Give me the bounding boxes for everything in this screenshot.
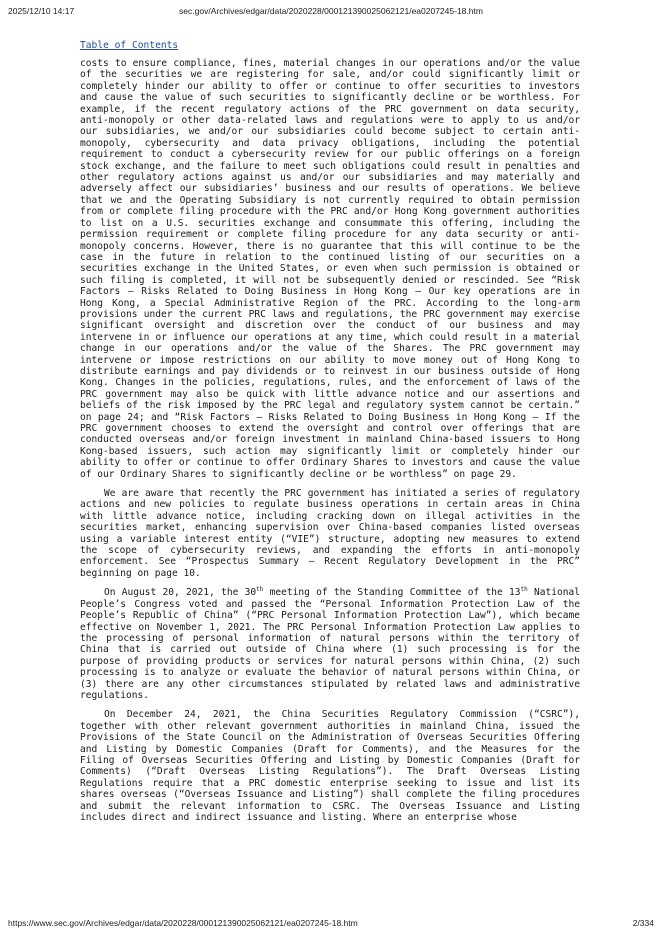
ordinal-superscript: th: [520, 586, 528, 594]
paragraph-regulatory-risk: costs to ensure compliance, fines, material changes in our operations and/or the value of the securities we are registering for sale, and/or could significantly limit or completely hinder our ability to offer or continue to offer securities to investors and cause the value of such securities to significantly decline or be worthless. For example, if the recent regulatory actions of the PRC government on data security, anti-monopoly or other data-related laws and regulations were to apply to us and/or our subsidiaries, we and/or our subsidiaries could become subject to certain anti-monopoly, cybersecurity and data privacy obligations, including the potential requirement to conduct a cybersecurity review for our public offerings on a foreign stock exchange, and the failure to meet such obligations could result in penalties and other regulatory actions against us and/or our subsidiaries and may materially and adversely affect our subsidiaries’ business and our results of operations. We believe that we and the Operating Subsidiary is not currently required to obtain permission from or complete filing procedure with the PRC and/or Hong Kong government authorities to list on a U.S. securities exchange and consummate this offering, including the permission requirement or complete filing procedure for any data security or anti-monopoly concerns. However, there is no guarantee that this will continue to be the case in the future in relation to the continued listing of our securities on a securities exchange in the United States, or even when such permission is obtained or such filing is completed, it will not be subsequently denied or rescinded. See “Risk Factors — Risks Related to Doing Business in Hong Kong — Our key operations are in Hong Kong, a Special Administrative Region of the PRC. According to the long-arm provisions under the current PRC laws and regulations, the PRC government may exercise significant oversight and discretion over the conduct of our business and may intervene in or influence our operations at any time, which could result in a material change in our operations and/or the value of the Shares. The PRC government may intervene or impose restrictions on our ability to move money out of Hong Kong to distribute earnings and pay dividends or to reinvest in our business outside of Hong Kong. Changes in the policies, regulations, rules, and the enforcement of laws of the PRC government may also be quick with little advance notice and our assertions and beliefs of the risk imposed by the PRC legal and regulatory system cannot be certain.” on page 24; and “Risk Factors — Risks Related to Doing Business in Hong Kong — If the PRC government chooses to extend the oversight and control over offerings that are conducted overseas and/or foreign investment in mainland China-based issuers to Hong Kong-based issuers, such action may significantly limit or completely hinder our ability to offer or continue to offer Ordinary Shares to investors and cause the value of our Ordinary Shares to significantly decline or be worthless” on page 29.: [80, 58, 580, 480]
print-url: https://www.sec.gov/Archives/edgar/data/2020228/000121390025062121/ea0207245-18.htm: [8, 918, 358, 928]
document-body: [80, 58, 580, 823]
table-of-contents-link[interactable]: Table of Contents: [80, 40, 179, 51]
page-counter: 2/334: [632, 918, 654, 928]
paragraph-prc-regulatory-actions: We are aware that recently the PRC government has initiated a series of regulatory actions and new policies to regulate business operations in certain areas in China with little advance notice, including cracking down on illegal activities in the securities market, enhancing supervision over China-based companies listed overseas using a variable interest entity (“VIE”) structure, adopting new measures to extend the scope of cybersecurity reviews, and expanding the efforts in anti-monopoly enforcement. See “Prospectus Summary — Recent Regulatory Development in the PRC” beginning on page 10.: [80, 488, 580, 579]
paragraph-text: On August 20, 2021, the 30: [104, 587, 257, 599]
ordinal-superscript: th: [256, 586, 264, 594]
paragraph-text: meeting of the Standing Committee of the 13: [263, 587, 521, 599]
print-page-title: sec.gov/Archives/edgar/data/2020228/000121390025062121/ea0207245-18.htm: [179, 6, 483, 16]
paragraph-csrc-draft-regulations: On December 24, 2021, the China Securities Regulatory Commission (“CSRC”), together with other relevant government authorities in mainland China, issued the Provisions of the State Council on the Administration of Overseas Securities Offering and Listing by Domestic Companies (Draft for Comments), and the Measures for the Filing of Overseas Securities Offering and Listing by Domestic Companies (Draft for Comments) (“Draft Overseas Listing Regulations”). The Draft Overseas Listing Regulations require that a PRC domestic enterprise seeking to issue and list its shares overseas (“Overseas Issuance and Listing”) shall complete the filing procedures and submit the relevant information to CSRC. The Overseas Issuance and Listing includes direct and indirect issuance and listing. Where an enterprise whose: [80, 709, 580, 823]
paragraph-personal-information-law: [80, 587, 580, 701]
print-datetime: 2025/12/10 14:17: [8, 6, 75, 16]
paragraph-text: National People’s Congress voted and passed the “Personal Information Protection Law of the People’s Republic of China” (“PRC Personal Information Protection Law”), which became effective on November 1, 2021. The PRC Personal Information Protection Law applies to the processing of personal information of natural persons within the territory of China that is carried out outside of China where (1) such processing is for the purpose of providing products or services for natural persons within China, (2) such processing is to analyze or evaluate the behavior of natural persons within China, or (3) there are any other circumstances stipulated by related laws and administrative regulations.: [80, 587, 580, 701]
